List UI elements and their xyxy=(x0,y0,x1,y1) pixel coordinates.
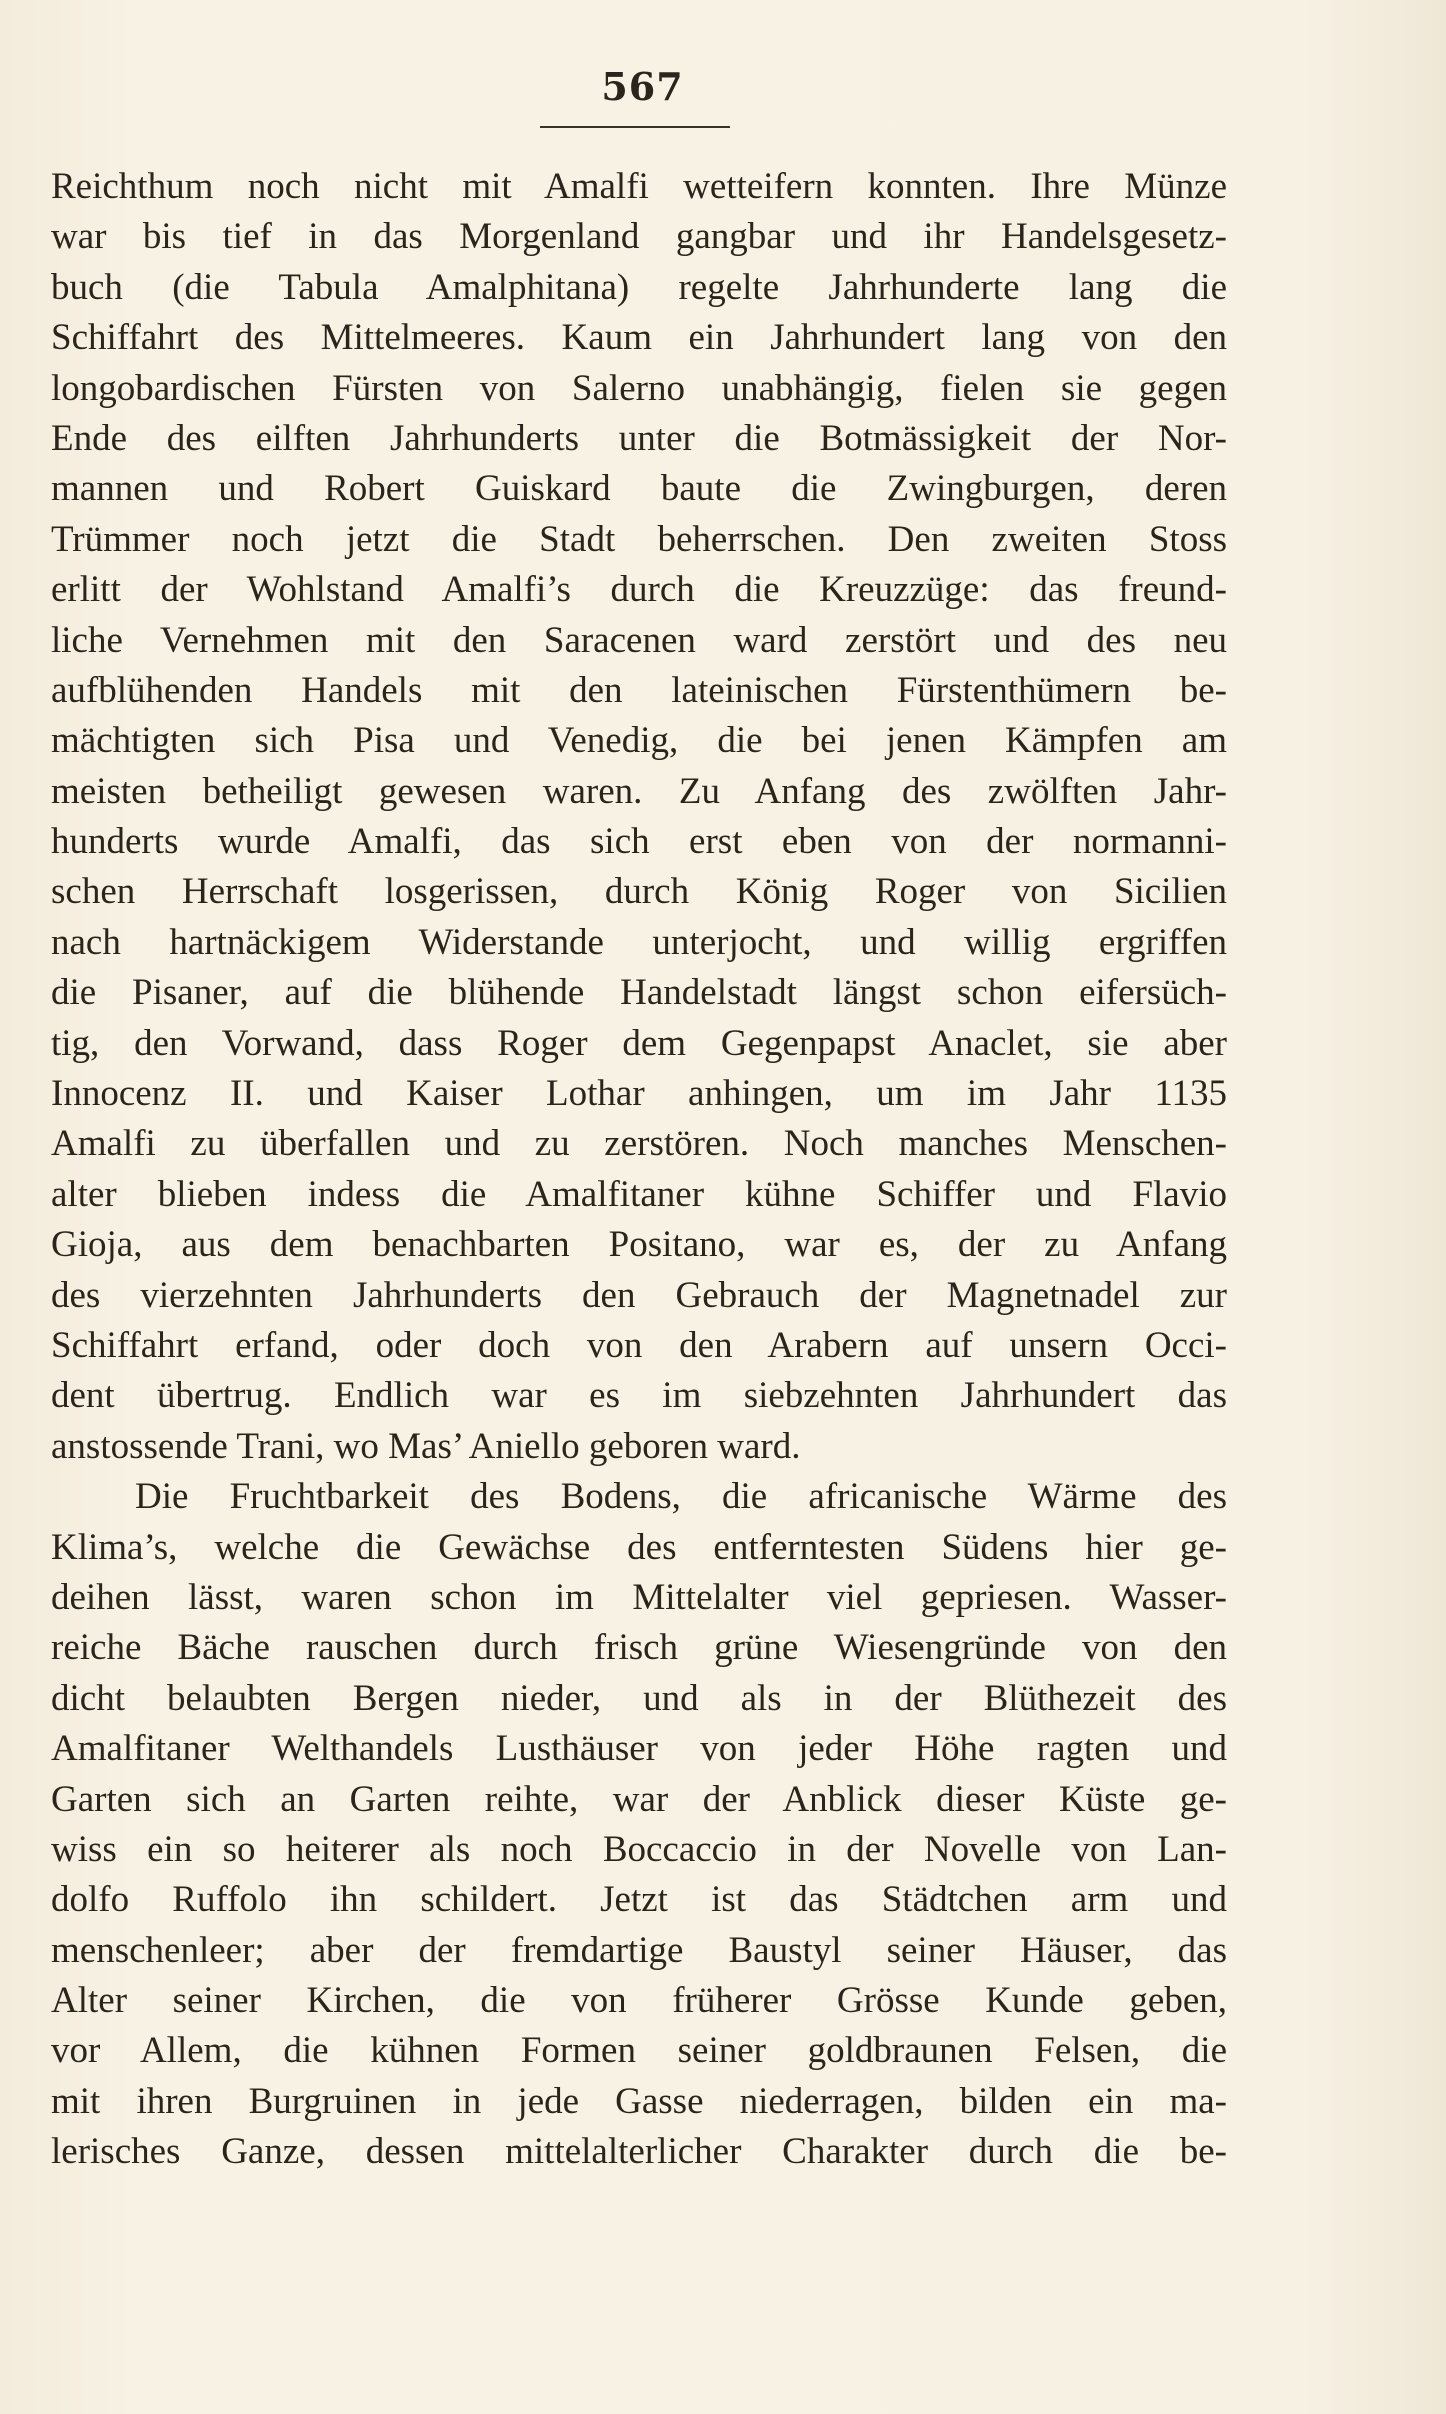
body-text xyxy=(51,162,1227,2178)
text-line: menschenleer; aber der fremdartige Baustyl seiner Häuser, das xyxy=(51,1929,1227,1971)
text-line: dent übertrug. Endlich war es im siebzehnten Jahrhundert das xyxy=(51,1375,1227,1417)
text-line: des vierzehnten Jahrhunderts den Gebrauch der Magnetnadel zur xyxy=(51,1274,1227,1316)
paragraph-2 xyxy=(51,1472,1227,2177)
text-line: Ende des eilften Jahrhunderts unter die Botmässigkeit der Nor- xyxy=(51,417,1227,459)
text-line: Alter seiner Kirchen, die von früherer Grösse Kunde geben, xyxy=(51,1980,1227,2022)
text-line: meisten betheiligt gewesen waren. Zu Anfang des zwölften Jahr- xyxy=(51,770,1227,812)
text-line: Klima’s, welche die Gewächse des entferntesten Südens hier ge- xyxy=(51,1526,1227,1568)
text-line: mächtigten sich Pisa und Venedig, die bei jenen Kämpfen am xyxy=(51,720,1227,762)
text-line: hunderts wurde Amalfi, das sich erst eben von der normanni- xyxy=(51,821,1227,863)
text-line: Amalfitaner Welthandels Lusthäuser von jeder Höhe ragten und xyxy=(51,1728,1227,1770)
text-line: Gioja, aus dem benachbarten Positano, war es, der zu Anfang xyxy=(51,1224,1227,1266)
text-line: vor Allem, die kühnen Formen seiner goldbraunen Felsen, die xyxy=(51,2030,1227,2072)
text-line: Die Fruchtbarkeit des Bodens, die africanische Wärme des xyxy=(135,1476,1227,1518)
text-line: Reichthum noch nicht mit Amalfi wetteifern konnten. Ihre Münze xyxy=(51,166,1227,207)
text-line: buch (die Tabula Amalphitana) regelte Jahrhunderte lang die xyxy=(51,266,1227,308)
text-line: dicht belaubten Bergen nieder, und als in der Blüthezeit des xyxy=(51,1677,1227,1719)
text-line: aufblühenden Handels mit den lateinischen Fürstenthümern be- xyxy=(51,669,1227,711)
text-line: Amalfi zu überfallen und zu zerstören. Noch manches Menschen- xyxy=(51,1123,1227,1165)
text-line: mannen und Robert Guiskard baute die Zwingburgen, deren xyxy=(51,468,1227,510)
text-line: erlitt der Wohlstand Amalfi’s durch die Kreuzzüge: das freund- xyxy=(51,569,1227,611)
text-line: Garten sich an Garten reihte, war der Anblick dieser Küste ge- xyxy=(51,1778,1227,1820)
text-line: liche Vernehmen mit den Saracenen ward zerstört und des neu xyxy=(51,619,1227,661)
paragraph-1 xyxy=(51,162,1227,1472)
text-line: nach hartnäckigem Widerstande unterjocht, und willig ergriffen xyxy=(51,921,1227,963)
page-number: 567 xyxy=(601,64,684,109)
text-line: lerisches Ganze, dessen mittelalterlicher Charakter durch die be- xyxy=(51,2131,1227,2173)
text-line: wiss ein so heiterer als noch Boccaccio in der Novelle von Lan- xyxy=(51,1828,1227,1870)
text-line: longobardischen Fürsten von Salerno unabhängig, fielen sie gegen xyxy=(51,367,1227,409)
text-line: reiche Bäche rauschen durch frisch grüne Wiesengründe von den xyxy=(51,1627,1227,1669)
text-line: schen Herrschaft losgerissen, durch König Roger von Sicilien xyxy=(51,871,1227,913)
header-rule xyxy=(540,126,730,128)
text-line: tig, den Vorwand, dass Roger dem Gegenpapst Anaclet, sie aber xyxy=(51,1022,1227,1064)
text-line: war bis tief in das Morgenland gangbar und ihr Handelsgesetz- xyxy=(51,216,1227,258)
text-line: anstossende Trani, wo Mas’ Aniello geboren ward. xyxy=(51,1425,801,1467)
text-line: Schiffahrt des Mittelmeeres. Kaum ein Jahrhundert lang von den xyxy=(51,317,1227,359)
text-line: Schiffahrt erfand, oder doch von den Arabern auf unsern Occi- xyxy=(51,1324,1227,1366)
text-line: die Pisaner, auf die blühende Handelstadt längst schon eifersüch- xyxy=(51,972,1227,1014)
text-line: Trümmer noch jetzt die Stadt beherrschen. Den zweiten Stoss xyxy=(51,518,1227,560)
text-line: mit ihren Burgruinen in jede Gasse niederragen, bilden ein ma- xyxy=(51,2080,1227,2122)
text-line: deihen lässt, waren schon im Mittelalter viel gepriesen. Wasser- xyxy=(51,1576,1227,1618)
text-line: alter blieben indess die Amalfitaner kühne Schiffer und Flavio xyxy=(51,1173,1227,1215)
text-line: Innocenz II. und Kaiser Lothar anhingen, um im Jahr 1135 xyxy=(51,1073,1227,1115)
text-line: dolfo Ruffolo ihn schildert. Jetzt ist das Städtchen arm und xyxy=(51,1879,1227,1921)
